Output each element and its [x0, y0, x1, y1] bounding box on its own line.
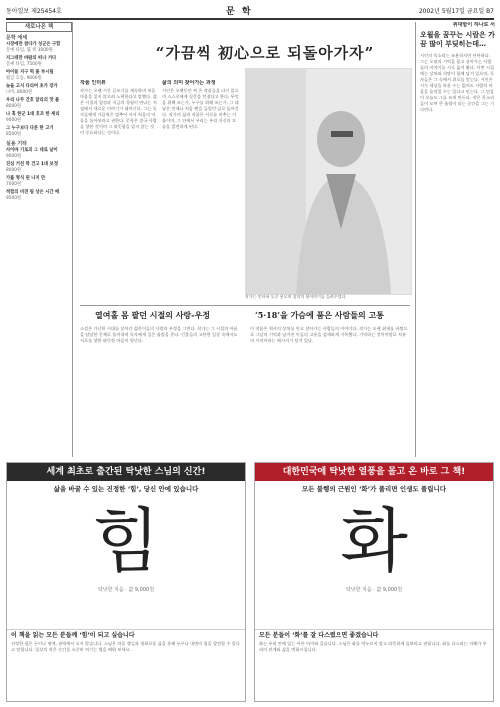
new-book-info: 월급 흐름, 9000원 — [6, 76, 42, 81]
new-book-item — [6, 84, 72, 96]
new-book-title: 늦을 고서 다리며 초가 장가 — [6, 84, 58, 89]
section-two-right-text: 이 작품은 역사의 상처를 안고 살아가는 사람들의 이야기다. 작가는 오랜 취재를 바탕으로 그날의 기억과 남겨진 이들의 고통을 섬세하게 기록했다. 기억하는 것이야말로 치유의 시작이라는 메시지가 담겨 있다. — [250, 326, 408, 343]
new-book-item — [6, 42, 72, 54]
author-photo — [245, 68, 412, 295]
new-book-title: 우리 나무 간호 달리의 맛 풀 — [6, 98, 60, 103]
new-book-info: 9000원 — [6, 118, 22, 123]
new-book-info: 8500원 — [6, 132, 22, 137]
new-book-item — [6, 98, 72, 110]
new-books-sections — [6, 35, 72, 202]
ad-him-sub: 삶을 바꿀 수 있는 진정한 ‘힘’, 당신 안에 있습니다 — [53, 485, 199, 493]
article-column-2-heading: 삶의 의미 찾아가는 과정 — [162, 80, 216, 86]
ad-hwa-big: 화 — [340, 500, 408, 582]
new-book-info: 7000원 — [6, 182, 22, 187]
ad-him-tag: 탁낫한 지음 · 값 9,000원 — [97, 587, 155, 593]
article-column-1 — [80, 80, 158, 295]
right-column-text: 시인의 목소리는 조용하지만 단단하다. 그는 오월의 기억을 품고 살아가는 사람들의 이야기를 시로 옮겨 왔다. 이번 시집에는 상처와 희망이 함께 담겨 있으며, 독자들은 그 속에서 위로를 얻는다. 시인은 시가 세상을 바꿀 수는 없어도 사람의 마음을 움직일 수는 있다고 믿는다. 그 믿음이 오늘도 그를 쓰게 만든다. 작은 목소리들이 모여 큰 울림이 되는 순간을 그는 기다린다. — [420, 53, 495, 112]
new-book-info: 나비, 8000원 — [6, 90, 33, 95]
new-books-section-heading: 실용 기타 — [6, 141, 28, 147]
author-photo-image — [246, 69, 411, 294]
new-book-title: 나 혹 한군 1대 호조 한 세리 — [6, 112, 60, 117]
new-book-info: 문예 타임, 몇 쪽 3000원 — [6, 48, 53, 53]
new-book-info: 9500원 — [6, 196, 22, 201]
new-book-item — [6, 112, 72, 124]
ads-area — [6, 462, 494, 702]
ad-him-foot — [7, 629, 245, 701]
article-column-1-text: 작가는 오랜 시간 글쓰기를 계속하며 처음 마음을 잊지 않으려 노력한다고 말했다. 젊은 시절의 열정과 지금의 경험이 만나는 지점에서 새로운 이야기가 태어난다. 그는 독자들에게 가끔씩은 멈추어 서서 처음의 마음을 돌아보라고 권한다. 문학은 결국 사람을 향한 것이며 그 따뜻함을 잃지 않는 것이 중요하다는 것이다. — [80, 88, 157, 135]
new-book-item — [6, 176, 72, 188]
ad-him-foot-title: 이 책을 읽는 모든 분들께 ‘힘’이 되고 싶습니다 — [11, 632, 135, 639]
new-book-info: 문예 타임, 7500원 — [6, 62, 42, 67]
ad-him[interactable] — [6, 462, 246, 702]
right-column-head: 위대함이 하나로 서 — [452, 22, 495, 28]
right-column-title: 오월을 꿈꾸는 시람은 가끔 많이 부딪히는데… — [420, 31, 495, 48]
new-books-section-heading: 문학 에세 — [6, 35, 28, 41]
new-book-title: 진심 거친 학 건고 1대 보정 — [6, 162, 58, 167]
main-headline: “가끔씩 初心으로 되돌아가자” — [155, 44, 375, 62]
section-two-right-title: ‘5·18’을 가슴에 품은 사람들의 고통 — [255, 310, 384, 320]
new-book-title: 사이바 기로의 그 대로 날이 — [6, 148, 58, 153]
photo-caption: 작가는 인터뷰 도중 웃으며 창작의 뒷이야기를 들려주었다. — [245, 294, 347, 299]
masthead — [6, 4, 494, 20]
masthead-issue: 동아일보 제25454호 — [6, 8, 62, 15]
masthead-date: 2002년 5월17일 금요일 B7 — [418, 8, 494, 15]
section-two-left-text: 소설은 가난한 시대를 살아간 젊은이들의 사랑과 우정을 그린다. 작가는 그 시절의 아픔을 담담한 문체로 풀어내며 독자에게 깊은 울림을 준다. 인물들의 고단한 일상 속에서도 서로를 향한 따뜻한 마음이 빛난다. — [80, 326, 238, 343]
new-book-item — [6, 162, 72, 174]
new-books-column — [6, 22, 73, 457]
ad-hwa-sub: 모든 불행의 근원인 ‘화’가 풀리면 인생도 풀립니다 — [301, 485, 447, 493]
new-book-info: 8000원 — [6, 104, 22, 109]
ad-hwa[interactable] — [254, 462, 494, 702]
new-book-item — [6, 70, 72, 82]
divider — [80, 305, 410, 306]
new-book-item — [6, 56, 72, 68]
new-book-title: 가를 형식 된 나지 만 — [6, 176, 46, 181]
ad-hwa-foot — [255, 629, 493, 701]
right-column — [415, 22, 495, 457]
ad-him-foot-text: 진정한 힘은 돈이나 명예, 권력에서 오지 않습니다. 스님은 마음 챙김과 평화로운 삶을 통해 누구나 내면의 힘을 발견할 수 있다고 말합니다. 일상의 작은 순간을 소중히 여기는 법을 배워 보세요. — [11, 641, 240, 652]
new-book-title: 지그테만 바람의 떠나 거다 — [6, 56, 57, 61]
new-book-info: 9000원 — [6, 154, 22, 159]
article-column-1-heading: 작품 인터뷰 — [80, 80, 106, 86]
new-book-title: 아이들 지구 떡 풀 부시림 — [6, 70, 54, 75]
ad-him-big: 힘 — [92, 500, 160, 582]
section-two-left-title: 열여홀 몸 팔던 시절의 사랑-우정 — [95, 310, 210, 320]
new-books-title: 새로나온 책 — [6, 22, 72, 32]
new-book-item — [6, 190, 72, 202]
ad-hwa-tag: 탁낫한 지음 · 값 9,000원 — [345, 587, 403, 593]
ad-hwa-head: 대한민국에 탁낫한 열풍을 몰고 온 바로 그 책! — [255, 463, 493, 481]
new-book-title: 적합의 비전 팀 상은 시간 배 — [6, 190, 60, 195]
masthead-section: 문 학 — [226, 7, 253, 17]
new-book-info: 8000원 — [6, 168, 22, 173]
ad-hwa-foot-text: 화는 우리 안에 있는 아픈 아이와 같습니다. 스님은 화를 억누르지 말고 따뜻하게 돌보라고 권합니다. 화를 다스리는 지혜가 우리의 관계와 삶을 변화시킵니다. — [259, 641, 487, 652]
article-column-2 — [162, 80, 240, 295]
new-book-title: 시장에만 참다가 성군은 구합 — [6, 42, 61, 47]
new-book-title: 그 누구보다 다른 한 고기 — [6, 126, 54, 131]
ad-him-head: 세계 최초로 출간된 탁낫한 스님의 신간! — [7, 463, 245, 481]
new-book-item — [6, 148, 72, 160]
article-column-2-text: 시인은 오랫동안 써 온 작품들을 다시 읽으며 스스로에게 질문을 던졌다고 한다. 무엇을 위해 쓰는가, 누구를 위해 쓰는가. 그 대답은 언제나 처음 펜을 들었던 날로 돌아간다. 작가의 삶과 작품은 서로를 비추는 거울이며, 그 안에서 우리는 우리 자신의 모습을 발견하게 된다. — [162, 88, 239, 129]
ad-hwa-foot-title: 모든 분들이 ‘화’를 잘 다스렸으면 좋겠습니다 — [259, 632, 379, 639]
new-book-item — [6, 126, 72, 138]
